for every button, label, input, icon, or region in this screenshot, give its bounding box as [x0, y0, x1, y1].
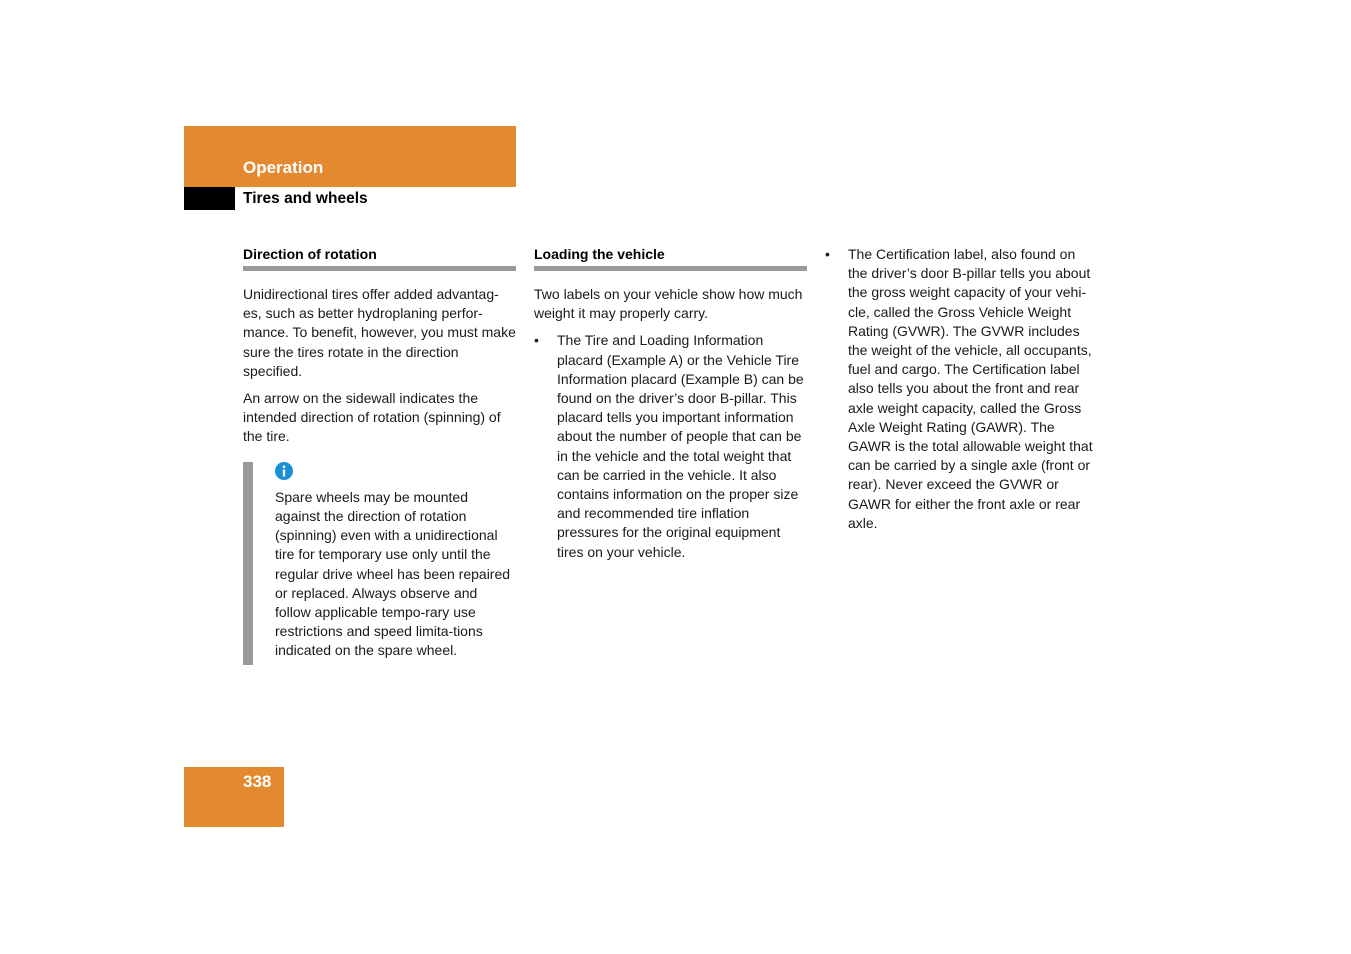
- list-item-text: The Tire and Loading Information placard (Example A) or the Vehicle Tire Information placard (Example B) can be found on the driver’s door B-pillar. This placard tells you important information about the number of people that can be in the vehicle and the total weight that can be carried in the vehicle. It also contains information on the proper size and recommended tire inflation pressures for the original equipment tires on your vehicle.: [557, 332, 804, 560]
- heading-direction-of-rotation: Direction of rotation: [243, 245, 516, 271]
- paragraph: An arrow on the sidewall indicates the intended direction of rotation (spinning) of the tire.: [243, 390, 501, 445]
- paragraph: Unidirectional tires offer added advantag-es, such as better hydroplaning perfor-mance. To benefit, however, you must make sure the tires rotate in the direction specified.: [243, 286, 516, 379]
- column-certification-label: [825, 245, 1098, 541]
- bullet-marker: •: [825, 246, 830, 262]
- list-item: [825, 245, 1098, 533]
- paragraph: Two labels on your vehicle show how much weight it may properly carry.: [534, 286, 803, 322]
- info-icon: [275, 462, 293, 480]
- info-note-text: Spare wheels may be mounted against the direction of rotation (spinning) even with a unidirectional tire for temporary use only until the regular drive wheel has been repaired or replaced. Always observe and follow applicable tempo-rary use restrictions and speed limita-tions indicated on the spare wheel.: [275, 488, 511, 659]
- column-loading-the-vehicle: [534, 245, 807, 570]
- subsection-title: Tires and wheels: [243, 190, 368, 207]
- info-note: [243, 462, 516, 665]
- page-number: 338: [243, 772, 272, 791]
- heading-loading-the-vehicle: Loading the vehicle: [534, 245, 807, 271]
- header-band: [184, 126, 516, 187]
- section-tab-marker: [184, 187, 235, 210]
- bullet-marker: •: [534, 332, 539, 349]
- list-item-text: The Certification label, also found on the driver’s door B-pillar tells you about the gross weight capacity of your vehi-cle, called the Gross Vehicle Weight Rating (GVWR). The GVWR includes the weight of the vehicle, all occupants, fuel and cargo. The Certification label also tells you about the front and rear axle weight capacity, called the Gross Axle Weight Rating (GAWR). The GAWR is the total allowable weight that can be carried by a single axle (front or rear). Never exceed the GVWR or GAWR for either the front axle or rear axle.: [848, 246, 1093, 531]
- section-title: Operation: [243, 158, 324, 177]
- column-direction-of-rotation: [243, 245, 516, 665]
- list-item: [534, 331, 807, 561]
